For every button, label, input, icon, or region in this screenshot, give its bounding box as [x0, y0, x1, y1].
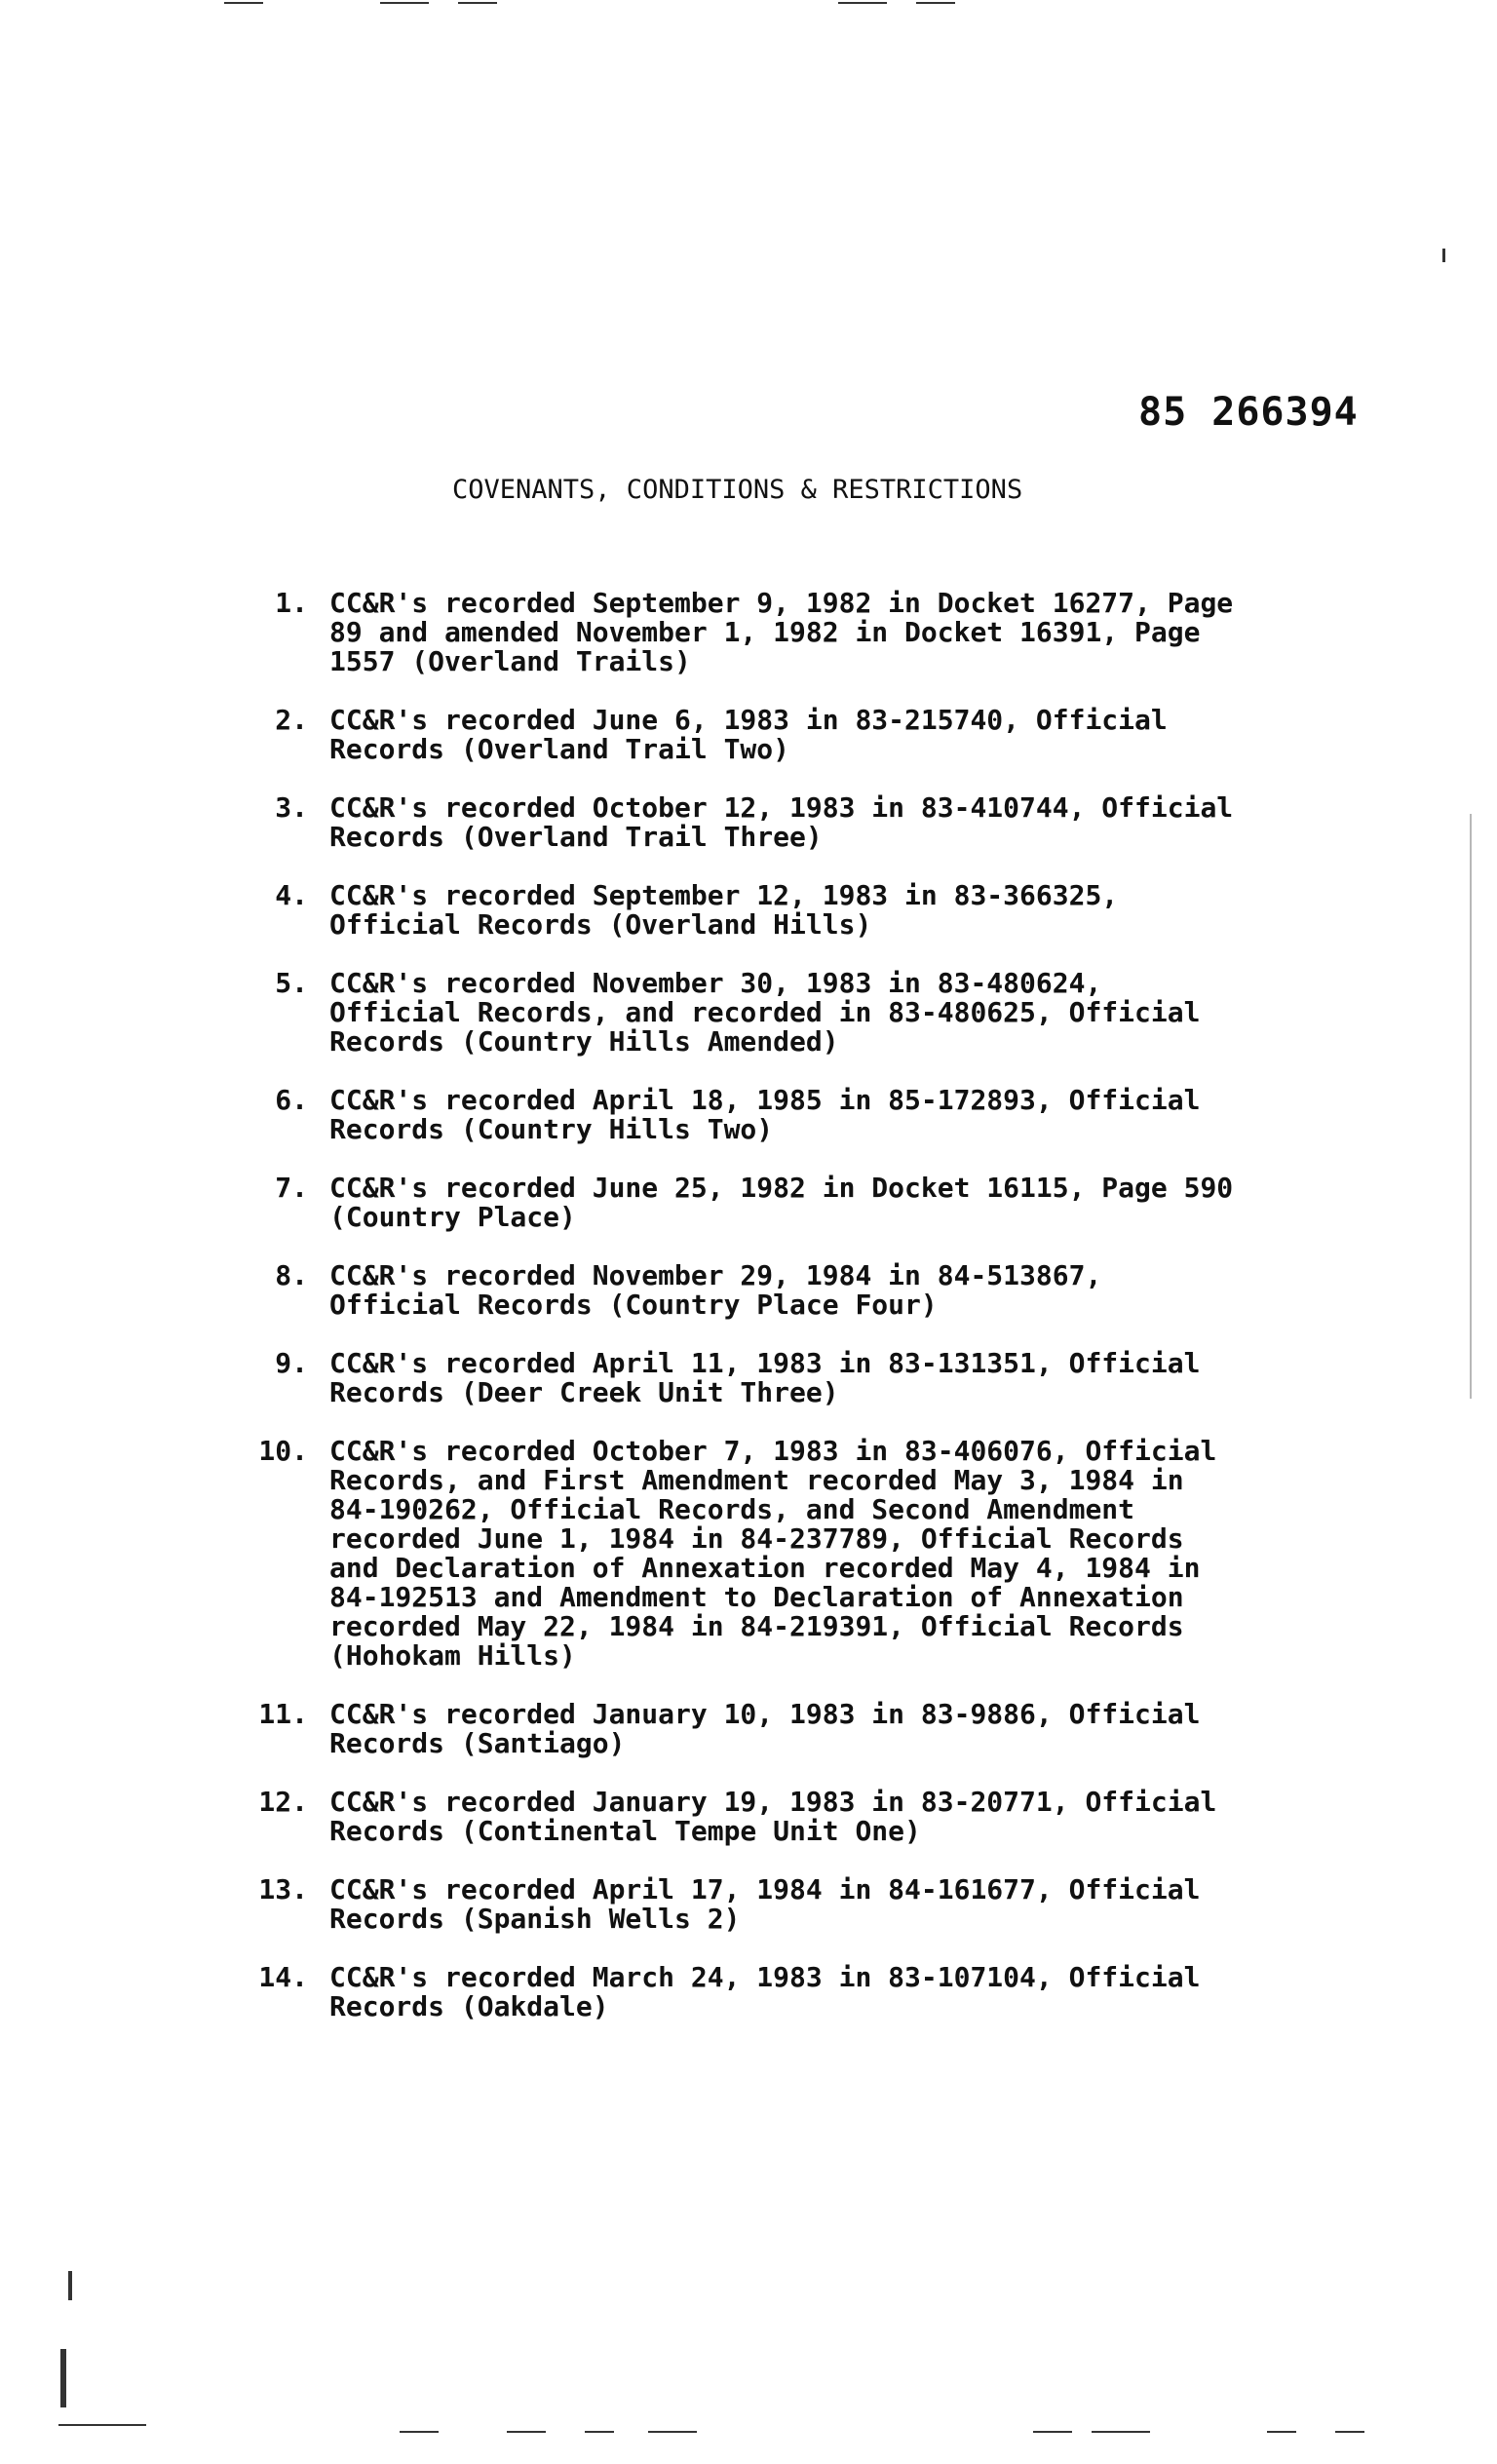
list-item	[230, 1963, 1312, 2021]
item-number: 5.	[275, 967, 308, 999]
item-text: CC&R's recorded April 17, 1984 in 84-161677, Official Records (Spanish Wells 2)	[329, 1873, 1201, 1935]
document-number: 85 266394	[1138, 390, 1359, 435]
scan-mark	[380, 2, 429, 4]
scan-mark	[68, 2271, 72, 2300]
scan-mark	[1335, 2431, 1364, 2433]
list-item	[230, 706, 1312, 764]
restrictions-list	[230, 589, 1312, 2051]
item-text: CC&R's recorded September 12, 1983 in 83-366325, Official Records (Overland Hills)	[329, 879, 1119, 941]
item-number: 8.	[275, 1259, 308, 1291]
scan-mark	[916, 2, 955, 4]
item-number: 11.	[258, 1698, 308, 1730]
list-item	[230, 1261, 1312, 1320]
item-number: 2.	[275, 704, 308, 736]
item-number: 14.	[258, 1961, 308, 1993]
scan-mark	[1442, 249, 1445, 262]
scan-mark	[1033, 2431, 1072, 2433]
list-item	[230, 969, 1312, 1057]
item-text: CC&R's recorded June 25, 1982 in Docket 16115, Page 590 (Country Place)	[329, 1172, 1234, 1233]
scan-mark	[507, 2431, 546, 2433]
item-text: CC&R's recorded April 11, 1983 in 83-131351, Official Records (Deer Creek Unit Three)	[329, 1347, 1201, 1408]
item-number: 3.	[275, 791, 308, 824]
list-item	[230, 1700, 1312, 1758]
item-number: 7.	[275, 1172, 308, 1204]
item-number: 9.	[275, 1347, 308, 1379]
item-number: 12.	[258, 1786, 308, 1818]
item-text: CC&R's recorded April 18, 1985 in 85-172893, Official Records (Country Hills Two)	[329, 1084, 1201, 1145]
item-text: CC&R's recorded June 6, 1983 in 83-215740, Official Records (Overland Trail Two)	[329, 704, 1168, 765]
item-text: CC&R's recorded March 24, 1983 in 83-107104, Official Records (Oakdale)	[329, 1961, 1201, 2022]
list-item	[230, 1174, 1312, 1232]
scan-mark	[838, 2, 887, 4]
list-item	[230, 589, 1312, 676]
item-text: CC&R's recorded October 12, 1983 in 83-410744, Official Records (Overland Trail Three)	[329, 791, 1234, 853]
item-text: CC&R's recorded September 9, 1982 in Docket 16277, Page 89 and amended November 1, 1982 in Docket 16391, Page 1557 (Overland Trails)	[329, 587, 1234, 677]
list-item	[230, 1437, 1312, 1671]
scan-mark	[585, 2431, 614, 2433]
scan-mark	[1267, 2431, 1296, 2433]
item-text: CC&R's recorded October 7, 1983 in 83-406076, Official Records, and First Amendment recorded May 3, 1984 in 84-190262, Official Records, and Second Amendment recorded June 1, 1984 in 84-237789, Official Records and Declaration of Annexation recorded May 4, 1984 in 84-192513 and Amendment to Declaration of Annexation recorded May 22, 1984 in 84-219391, Official Records (Hohokam Hills)	[329, 1435, 1217, 1672]
scan-mark	[224, 2, 263, 4]
item-text: CC&R's recorded November 30, 1983 in 83-480624, Official Records, and recorded in 83-480625, Official Records (Country Hills Amended)	[329, 967, 1201, 1058]
scan-mark	[400, 2431, 439, 2433]
item-text: CC&R's recorded November 29, 1984 in 84-513867, Official Records (Country Place Four)	[329, 1259, 1102, 1321]
item-number: 10.	[258, 1435, 308, 1467]
list-item	[230, 881, 1312, 940]
scan-mark	[648, 2431, 697, 2433]
item-text: CC&R's recorded January 19, 1983 in 83-20771, Official Records (Continental Tempe Unit One)	[329, 1786, 1217, 1847]
list-item	[230, 1086, 1312, 1144]
item-text: CC&R's recorded January 10, 1983 in 83-9886, Official Records (Santiago)	[329, 1698, 1201, 1759]
item-number: 6.	[275, 1084, 308, 1116]
item-number: 4.	[275, 879, 308, 911]
list-item	[230, 1788, 1312, 1846]
list-item	[230, 1875, 1312, 1934]
scan-mark	[60, 2349, 66, 2407]
scan-mark	[458, 2, 497, 4]
list-item	[230, 793, 1312, 852]
list-item	[230, 1349, 1312, 1407]
item-number: 13.	[258, 1873, 308, 1906]
scan-mark	[58, 2424, 146, 2426]
scan-mark	[1092, 2431, 1150, 2433]
scan-mark	[1470, 814, 1472, 1399]
document-title: COVENANTS, CONDITIONS & RESTRICTIONS	[452, 475, 1023, 505]
item-number: 1.	[275, 587, 308, 619]
